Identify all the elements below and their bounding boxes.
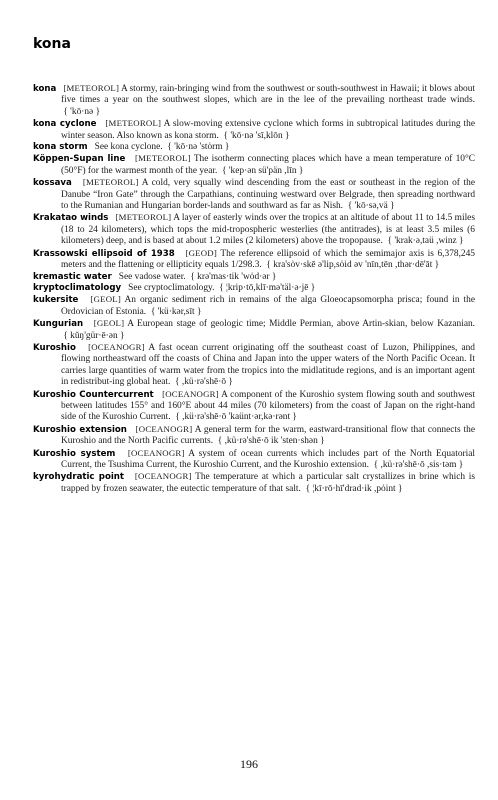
headword: kona storm	[33, 142, 88, 153]
pronunciation: { ,kü·rə'shē·ō ,sis·təm }	[373, 460, 464, 470]
definition: A slow-moving extensive cyclone which forms in subtropical latitudes during the winter season. Also known as kona storm.	[61, 119, 476, 141]
dictionary-entry	[33, 248, 475, 272]
definition: A layer of easterly winds over the tropics at an altitude of about 11 to 14.5 miles (18 to 24 kilometers), which tops the mid-tropospheric westerlies (the antitrades), is at least 3.5 miles (6 kilometers) deep, and is based at about 1.2 miles (2 kilometers) above the tropopause.	[61, 213, 475, 247]
dictionary-entry	[33, 153, 475, 177]
field-label: [METEOROL]	[135, 153, 191, 164]
headword: kremastic water	[33, 271, 112, 282]
field-label: [OCEANOGR]	[162, 388, 219, 399]
field-label: [METEOROL]	[105, 118, 162, 129]
pronunciation: { kra'sȯv·skē ə'lip,sȯid əv 'nīn,tēn ,thər·dē'āt }	[266, 260, 440, 271]
dictionary-entry	[33, 272, 475, 283]
pronunciation: { 'kō·sə,vä }	[347, 201, 395, 212]
definition: A fast ocean current originating off the southeast coast of Luzon, Philippines, and flowing northeastward off the coasts of China and Japan into the upper waters of the North Pacific Ocean. It carries large quantities of warm water from the tropics into the midlatitude regions, and is an important agent in redistribut-ing global heat.	[61, 342, 475, 388]
dictionary-entry	[33, 177, 475, 212]
dictionary-entry	[33, 83, 475, 118]
field-label: [GEOL]	[93, 318, 125, 329]
pronunciation: { kŭŋ'gür·ē·ən }	[63, 330, 125, 341]
field-label: [OCEANOGR]	[127, 447, 185, 458]
headword: Kuroshio system	[33, 448, 116, 459]
field-label: [GEOL]	[90, 294, 121, 305]
field-label: [METEOROL]	[115, 212, 172, 223]
headword: Kuroshio Countercurrent	[33, 389, 154, 400]
pronunciation: { ,kü·rə'shē·ō }	[175, 377, 233, 388]
field-label: [METEOROL]	[82, 177, 139, 188]
field-label: [OCEANOGR]	[88, 341, 145, 352]
definition: A general term for the warm, eastward-transitional flow that connects the Kuroshio and the North Pacific currents.	[61, 424, 476, 447]
dictionary-entry	[33, 212, 475, 247]
definition: A stormy, rain-bringing wind from the southwest or south-southwest in Hawaii; it blows about five times a year on the southwest slopes, which are in the lee of the prevailing northeast trade winds.	[61, 84, 476, 106]
pronunciation: { 'kō·nə 'sī,klōn }	[223, 130, 290, 141]
pronunciation: { ,kü·rə'shē·ō ik 'sten·shən }	[217, 436, 325, 447]
headword: kukersite	[33, 295, 79, 306]
page-number: 196	[240, 757, 258, 771]
dictionary-entry	[33, 283, 475, 294]
headword: kyrohydratic point	[33, 472, 125, 483]
definition: A cold, very squally wind descending from the east or southeast in the region of the Danube “Iron Gate” through the Carpathians, continuing westward over Belgrade, then spreading northward to the Rumanian and Hungarian border-lands and southward as far as Nish.	[61, 178, 476, 212]
field-label: [METEOROL]	[63, 83, 120, 93]
dictionary-entries	[33, 83, 475, 495]
field-label: [GEOD]	[185, 247, 217, 258]
headword: kossava	[33, 178, 72, 189]
dictionary-entry	[33, 142, 475, 153]
definition: An organic sediment rich in remains of the alga Gloeocapsomorpha prisca; found in the Ordovician of Estonia.	[61, 295, 476, 317]
definition: A European stage of geologic time; Middle Permian, above Artin-skian, below Kazanian.	[127, 319, 476, 330]
definition: See kona cyclone.	[94, 142, 163, 153]
headword: Kungurian	[33, 319, 84, 330]
pronunciation: { 'kō·nə }	[63, 106, 101, 117]
definition: The temperature at which a particular salt crystallizes in brine which is trapped by frozen seawater, the eutectic temperature of that salt.	[61, 472, 475, 494]
headword: Krakatao winds	[33, 213, 109, 224]
definition: A system of ocean currents which includes part of the North Equatorial Current, the Tsushima Current, the Kuroshio Current, and the Kuroshio extension.	[61, 448, 475, 470]
headword: Köppen-Supan line	[33, 154, 126, 165]
field-label: [OCEANOGR]	[135, 423, 193, 434]
dictionary-entry	[33, 342, 475, 389]
pronunciation: { ¦kī·rō·hī'drad·ik ,pȯint }	[305, 483, 403, 494]
headword: Kuroshio extension	[33, 424, 127, 435]
headword: kona cyclone	[33, 119, 97, 130]
pronunciation: { 'krak·ə,taü ,winz }	[387, 236, 464, 247]
dictionary-entry	[33, 318, 475, 342]
pronunciation: { ,kü·rə'shē·ō 'kaünt·ər,kə·rənt }	[175, 412, 297, 423]
headword: Krassowski ellipsoid of 1938	[33, 248, 175, 259]
field-label: [OCEANOGR]	[134, 471, 192, 482]
dictionary-entry	[33, 448, 475, 472]
headword: Kuroshio	[33, 342, 76, 353]
pronunciation: { 'kep·ən sü'pän ,līn }	[222, 165, 304, 176]
pronunciation: { krə'mas·tik 'wȯd·ər }	[190, 271, 277, 282]
definition: The isotherm connecting places which have a mean temperature of 10°C (50°F) for the warmest month of the year.	[61, 154, 476, 176]
definition: See vadose water.	[118, 271, 186, 282]
definition: The reference ellipsoid of which the semimajor axis is 6,378,245 meters and the flattening or ellipticity equals 1/298.3.	[61, 248, 475, 271]
running-head: kona	[33, 36, 71, 52]
definition: A component of the Kuroshio system flowing south and southwest between latitudes 155° and 160°E about 44 miles (70 kilometers) from the coast of Japan on the right-hand side of the Kuroshio Current.	[61, 389, 476, 423]
dictionary-entry	[33, 471, 475, 495]
dictionary-entry	[33, 118, 475, 142]
pronunciation: { 'kō·nə 'stȯrm }	[167, 142, 230, 153]
dictionary-entry	[33, 424, 475, 448]
headword: kona	[33, 84, 57, 94]
definition: See cryptoclimatology.	[128, 282, 215, 293]
headword: kryptoclimatology	[33, 282, 122, 293]
pronunciation: { ¦krip·tō,klī·mə'täl·ə·jē }	[219, 282, 316, 293]
dictionary-entry	[33, 294, 475, 318]
dictionary-entry	[33, 389, 475, 424]
pronunciation: { 'kü·kər,sīt }	[150, 306, 202, 317]
